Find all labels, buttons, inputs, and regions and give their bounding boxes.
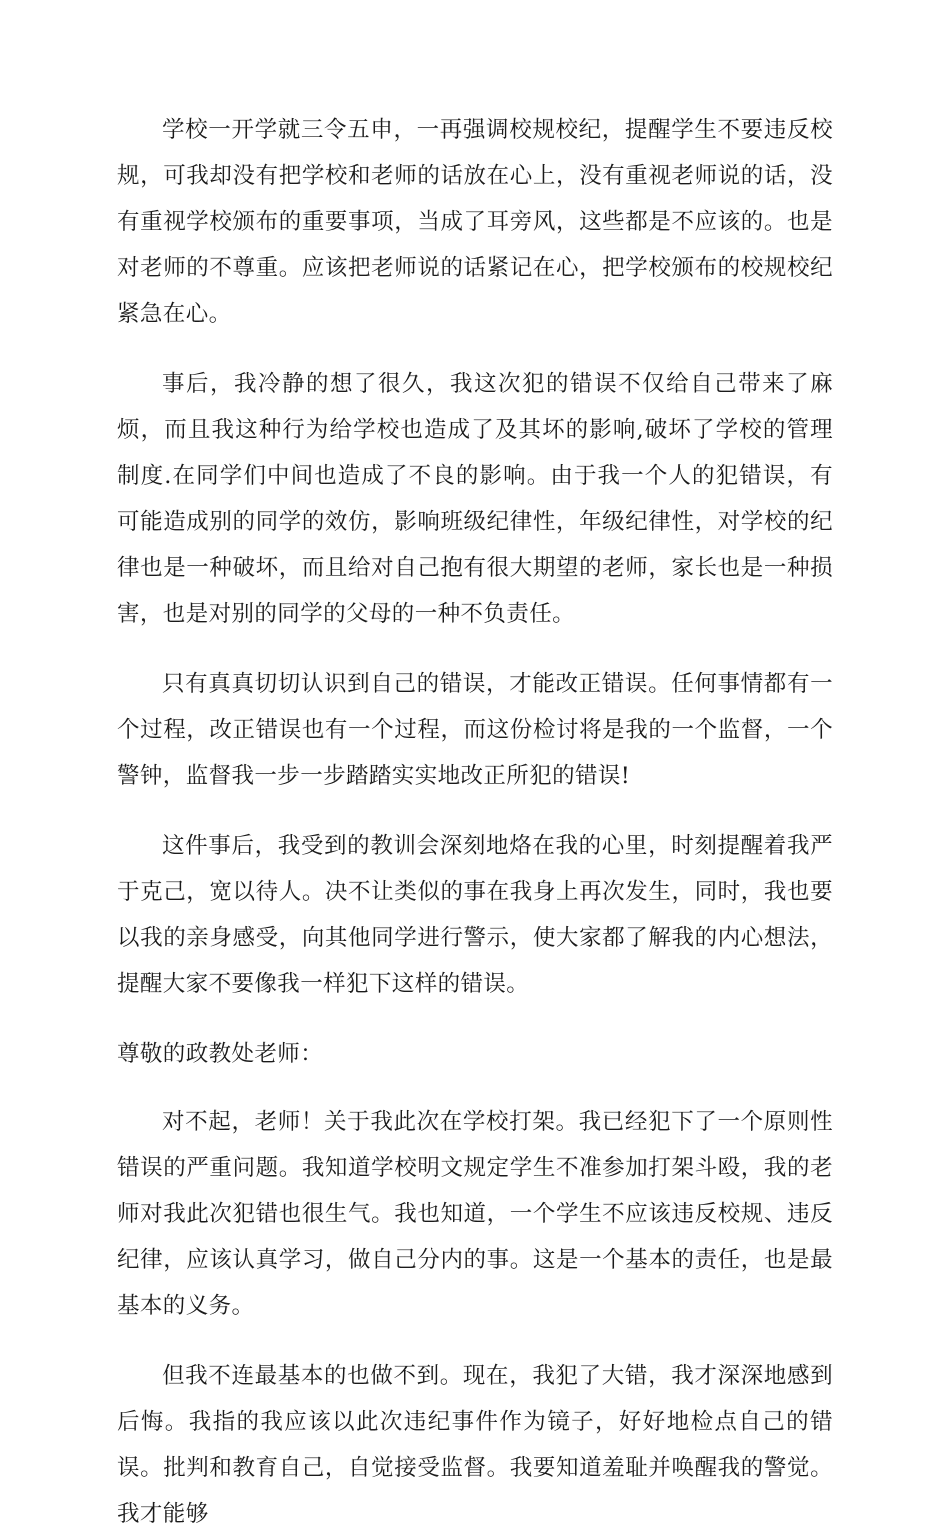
paragraph-6: 但我不连最基本的也做不到。现在，我犯了大错，我才深深地感到后悔。我指的我应该以此次违纪事件作为镜子，好好地检点自己的错误。批判和教育自己，自觉接受监督。我要知道羞耻并唤醒我的警觉。我才能够 (117, 1363, 833, 1527)
paragraph-3: 只有真真切切认识到自己的错误，才能改正错误。任何事情都有一个过程，改正错误也有一个过程，而这份检讨将是我的一个监督，一个警钟，监督我一步一步踏踏实实地改正所犯的错误! (117, 671, 833, 789)
paragraph-2: 事后，我冷静的想了很久，我这次犯的错误不仅给自己带来了麻烦，而且我这种行为给学校也造成了及其坏的影响,破坏了学校的管理制度.在同学们中间也造成了不良的影响。由于我一个人的犯错误，有可能造成别的同学的效仿，影响班级纪律性，年级纪律性，对学校的纪律也是一种破坏，而且给对自己抱有很大期望的老师，家长也是一种损害，也是对别的同学的父母的一种不负责任。 (117, 371, 833, 627)
document-page (117, 107, 833, 1537)
paragraph-4: 这件事后，我受到的教训会深刻地烙在我的心里，时刻提醒着我严于克己，宽以待人。决不让类似的事在我身上再次发生，同时，我也要以我的亲身感受，向其他同学进行警示，使大家都了解我的内心想法，提醒大家不要像我一样犯下这样的错误。 (117, 833, 833, 997)
paragraph-1: 学校一开学就三令五申，一再强调校规校纪，提醒学生不要违反校规，可我却没有把学校和老师的话放在心上，没有重视老师说的话，没有重视学校颁布的重要事项，当成了耳旁风，这些都是不应该的。也是对老师的不尊重。应该把老师说的话紧记在心，把学校颁布的校规校纪紧急在心。 (117, 117, 833, 327)
paragraph-5: 对不起，老师！关于我此次在学校打架。我已经犯下了一个原则性错误的严重问题。我知道学校明文规定学生不准参加打架斗殴，我的老师对我此次犯错也很生气。我也知道，一个学生不应该违反校规、违反纪律，应该认真学习，做自己分内的事。这是一个基本的责任，也是最基本的义务。 (117, 1109, 833, 1319)
salutation: 尊敬的政教处老师： (117, 1041, 324, 1067)
